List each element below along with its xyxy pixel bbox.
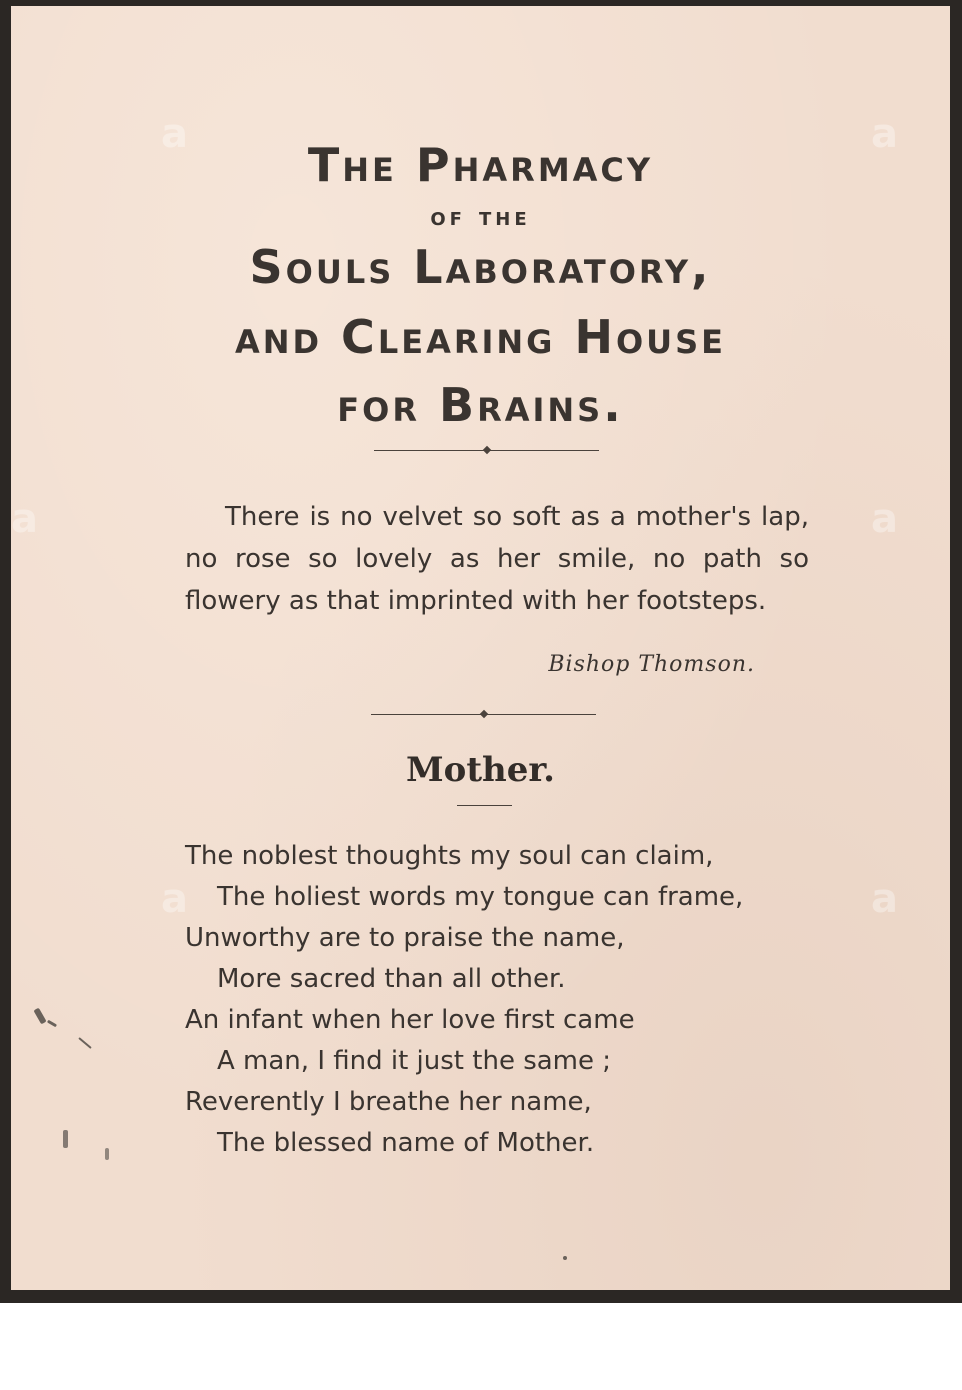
paper-stain xyxy=(105,1148,109,1160)
quote-attribution: Bishop Thomson. xyxy=(548,652,755,677)
poem-line: More sacred than all other. xyxy=(217,964,566,994)
watermark: a xyxy=(871,496,897,542)
watermark: a xyxy=(871,876,897,922)
paper-stain xyxy=(78,1037,92,1049)
poem-line: An infant when her love first came xyxy=(185,1005,635,1035)
poem-line: Reverently I breathe her name, xyxy=(185,1087,592,1117)
page-footer xyxy=(0,1303,962,1390)
poem-heading: Mother. xyxy=(406,750,555,790)
poem-line: The blessed name of Mother. xyxy=(217,1128,595,1158)
paper-stain xyxy=(47,1020,57,1028)
paper-stain xyxy=(563,1256,567,1260)
watermark: a xyxy=(11,496,37,542)
title-line-2: of the xyxy=(430,202,531,232)
poem-line: The holiest words my tongue can frame, xyxy=(217,882,744,912)
title-line-5: for Brains. xyxy=(337,378,624,432)
poem-line: A man, I find it just the same ; xyxy=(217,1046,612,1076)
divider-diamond-icon xyxy=(479,710,487,718)
quote-text: There is no velvet so soft as a mother's lap, no rose so lovely as her smile, no path so flowery as that imprinted with her footsteps. xyxy=(185,502,809,616)
title-line-4: and Clearing House xyxy=(234,310,727,364)
ornamental-divider xyxy=(374,450,599,451)
paper-stain xyxy=(63,1130,68,1148)
poem-stanza xyxy=(185,836,743,1164)
poem-line: Unworthy are to praise the name, xyxy=(185,923,625,953)
printed-card xyxy=(11,6,950,1290)
watermark: a xyxy=(161,876,187,922)
poem-line: The noblest thoughts my soul can claim, xyxy=(185,841,714,871)
title-line-3: Souls Laboratory, xyxy=(249,240,712,294)
heading-underline xyxy=(457,805,512,806)
title-line-1: The Pharmacy xyxy=(307,138,654,192)
watermark: a xyxy=(161,111,187,157)
watermark: a xyxy=(871,111,897,157)
divider-diamond-icon xyxy=(482,446,490,454)
paper-stain xyxy=(33,1008,46,1025)
ornamental-divider xyxy=(371,714,596,715)
